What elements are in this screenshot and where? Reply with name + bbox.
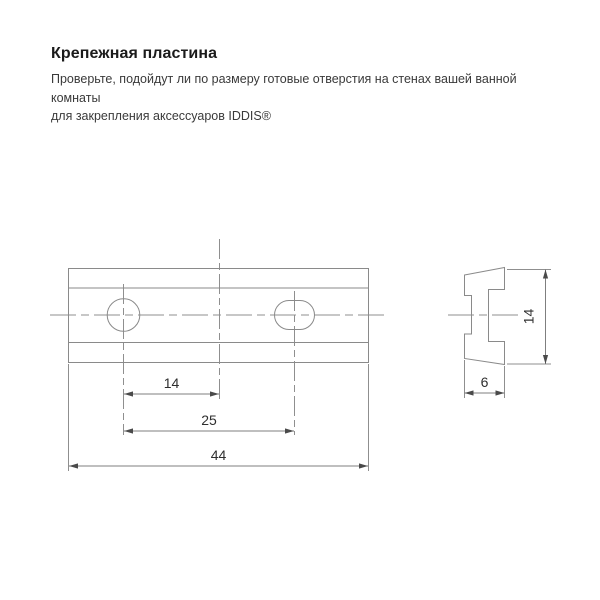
arrowhead-left (465, 390, 474, 395)
arrowhead-right (285, 428, 294, 433)
arrowhead-left (124, 391, 133, 396)
dimension-value-6: 6 (480, 374, 489, 390)
dimension-value-14: 14 (163, 375, 180, 391)
arrowhead-top (543, 270, 548, 279)
side-view (448, 268, 551, 399)
page-title: Крепежная пластина (51, 45, 218, 62)
front-view (50, 239, 388, 471)
arrowhead-right (359, 463, 368, 468)
dimension-hole-to-center (124, 375, 219, 397)
dimension-value-25: 25 (201, 412, 217, 428)
dimension-value-44: 44 (210, 447, 227, 463)
dimension-value-14v: 14 (520, 308, 537, 325)
dimension-plate-thickness (465, 374, 505, 396)
arrowhead-right (496, 390, 505, 395)
dimension-plate-length (69, 447, 368, 469)
dimension-hole-spacing (124, 412, 294, 434)
arrowhead-left (69, 463, 78, 468)
description-line-2: для закрепления аксессуаров IDDIS® (51, 109, 271, 123)
arrowhead-right (210, 391, 219, 396)
arrowhead-left (124, 428, 133, 433)
profile-outline (465, 268, 505, 365)
dimension-plate-height (521, 270, 549, 365)
arrowhead-bottom (543, 355, 548, 364)
description-line-1: Проверьте, подойдут ли по размеру готовые отверстия на стенах вашей ванной комнаты (51, 72, 517, 105)
